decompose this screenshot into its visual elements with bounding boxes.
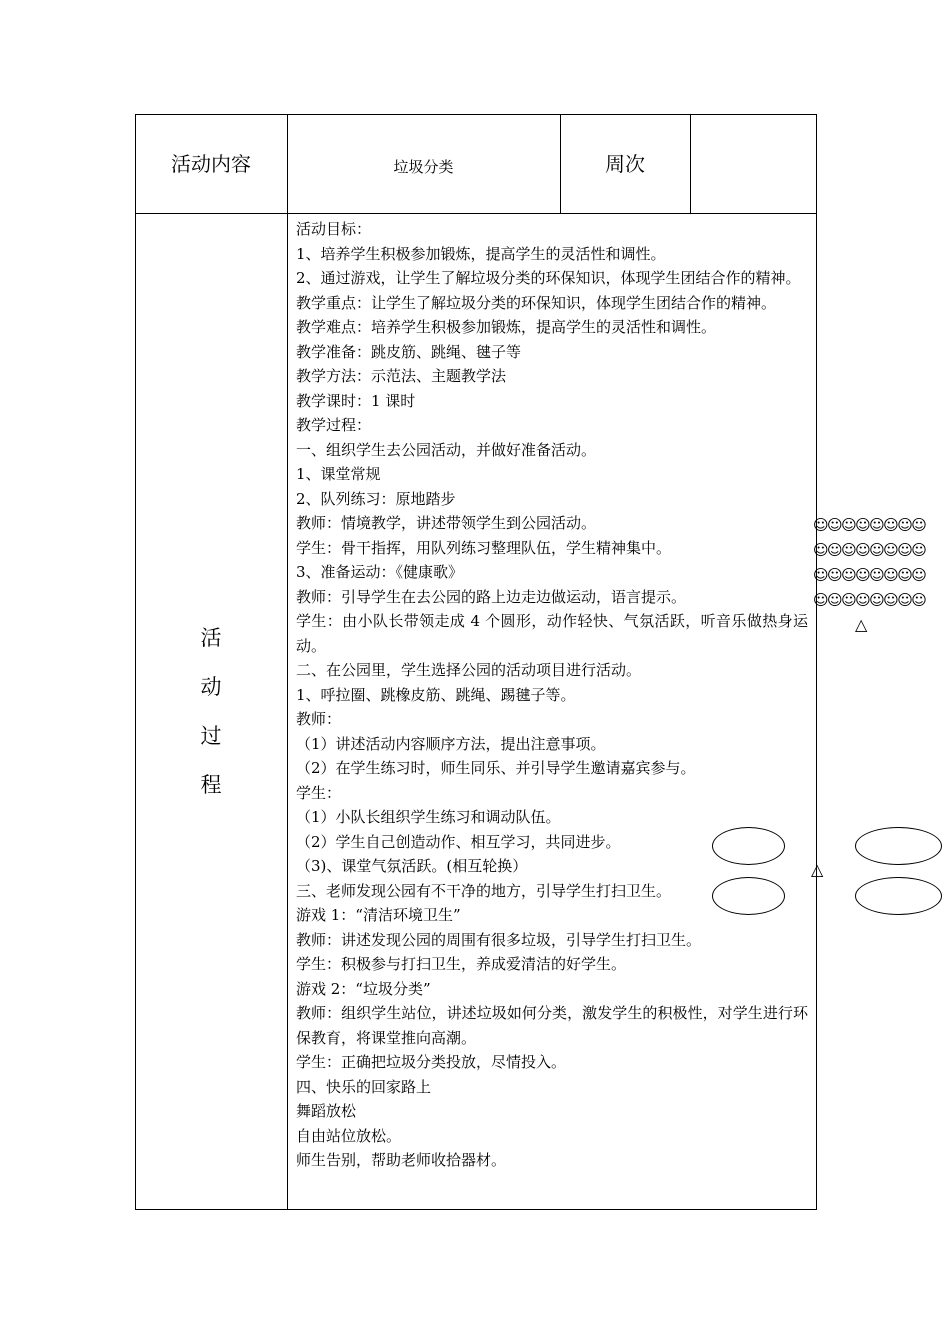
student-row: ☺☺☺☺☺☺☺☺	[813, 591, 926, 609]
week-cell	[690, 114, 816, 213]
content-line: 1、呼拉圈、跳橡皮筋、跳绳、踢毽子等。	[296, 685, 576, 704]
content-line: 四、快乐的回家路上	[296, 1077, 432, 1096]
content-line: 三、老师发现公园有不干净的地方，引导学生打扫卫生。	[296, 881, 672, 900]
topic: 垃圾分类	[393, 157, 454, 176]
label-content-cell	[135, 114, 287, 210]
content-line: 活动目标：	[296, 220, 372, 238]
side-char: 动	[200, 675, 222, 699]
student-row: ☺☺☺☺☺☺☺☺	[813, 541, 926, 559]
column-divider	[287, 114, 288, 1210]
student-row: ☺☺☺☺☺☺☺☺	[813, 566, 926, 584]
content-line: 3、准备运动：《健康歌》	[296, 563, 464, 581]
content-line: （2）在学生练习时，师生同乐、并引导学生邀请嘉宾参与。	[296, 759, 696, 777]
content-line: 游戏 2：“垃圾分类”	[296, 979, 431, 998]
content-line: 教学过程：	[296, 416, 372, 434]
content-line: 学生：骨干指挥，用队列练习整理队伍，学生精神集中。	[296, 538, 672, 557]
circle-formation-icon	[855, 827, 942, 865]
table-border-right	[816, 114, 817, 1210]
content-line: 学生：积极参与打扫卫生，养成爱清洁的好学生。	[296, 955, 627, 973]
content-line: 教师：组织学生站位，讲述垃圾如何分类，激发学生的积极性，对学生进行环保教育，将课堂推向高潮。	[296, 1004, 808, 1047]
circle-formation-icon	[712, 827, 785, 865]
student-formation	[813, 513, 925, 613]
teacher-triangle-icon: △	[855, 615, 868, 634]
content-line: 学生：正确把垃圾分类投放，尽情投入。	[296, 1053, 567, 1071]
content-line: 教学难点：培养学生积极参加锻炼，提高学生的灵活性和调性。	[296, 318, 717, 336]
content-line: （1）小队长组织学生练习和调动队伍。	[296, 808, 561, 826]
side-char: 过	[200, 724, 222, 748]
lesson-plan-table	[135, 114, 817, 1210]
table-border-bottom	[135, 1209, 817, 1210]
student-row: ☺☺☺☺☺☺☺☺	[813, 516, 926, 534]
circle-formation-icon	[855, 877, 942, 915]
content-line: 教学方法：示范法、主题教学法	[296, 367, 507, 385]
activity-content	[296, 217, 808, 1173]
content-line: 舞蹈放松	[296, 1102, 357, 1120]
teacher-triangle-icon: △	[811, 860, 824, 879]
content-line: 一、组织学生去公园活动，并做好准备活动。	[296, 440, 597, 459]
activity-process-label	[135, 614, 287, 810]
content-line: 二、在公园里，学生选择公园的活动项目进行活动。	[296, 661, 642, 679]
label-week: 周次	[605, 151, 645, 176]
content-line: （1）讲述活动内容顺序方法，提出注意事项。	[296, 734, 606, 753]
content-line: 1、培养学生积极参加锻炼，提高学生的灵活性和调性。	[296, 244, 666, 263]
content-line: 2、队列练习：原地踏步	[296, 489, 456, 508]
content-line: 教学重点：让学生了解垃圾分类的环保知识，体现学生团结合作的精神。	[296, 293, 777, 312]
content-line: 教师：	[296, 710, 342, 728]
label-content: 活动内容	[171, 151, 251, 176]
content-line: 教师：引导学生在去公园的路上边走边做运动，语言提示。	[296, 587, 687, 606]
content-line: 教学课时：1 课时	[296, 391, 416, 410]
content-line: 学生：由小队长带领走成 4 个圆形，动作轻快、气氛活跃，听音乐做热身运动。	[296, 612, 808, 655]
side-char: 活	[200, 626, 222, 650]
content-line: 游戏 1：“清洁环境卫生”	[296, 906, 461, 924]
content-line: 教师：情境教学，讲述带领学生到公园活动。	[296, 514, 597, 532]
content-line: 2、通过游戏，让学生了解垃圾分类的环保知识，体现学生团结合作的精神。	[296, 269, 801, 287]
content-line: 教学准备：跳皮筋、跳绳、毽子等	[296, 342, 522, 361]
side-char: 程	[200, 773, 222, 797]
topic-cell	[287, 114, 560, 218]
content-line: 师生告别，帮助老师收拾器材。	[296, 1151, 507, 1169]
circle-formation-icon	[712, 877, 785, 915]
content-line: 教师：讲述发现公园的周围有很多垃圾，引导学生打扫卫生。	[296, 930, 702, 949]
content-line: （2）学生自己创造动作、相互学习，共同进步。	[296, 832, 621, 851]
content-line: 自由站位放松。	[296, 1126, 402, 1145]
content-line: （3)、课堂气氛活跃。(相互轮换）	[296, 857, 528, 875]
label-week-cell	[560, 114, 690, 210]
content-line: 学生：	[296, 783, 342, 802]
content-line: 1、课堂常规	[296, 465, 381, 483]
